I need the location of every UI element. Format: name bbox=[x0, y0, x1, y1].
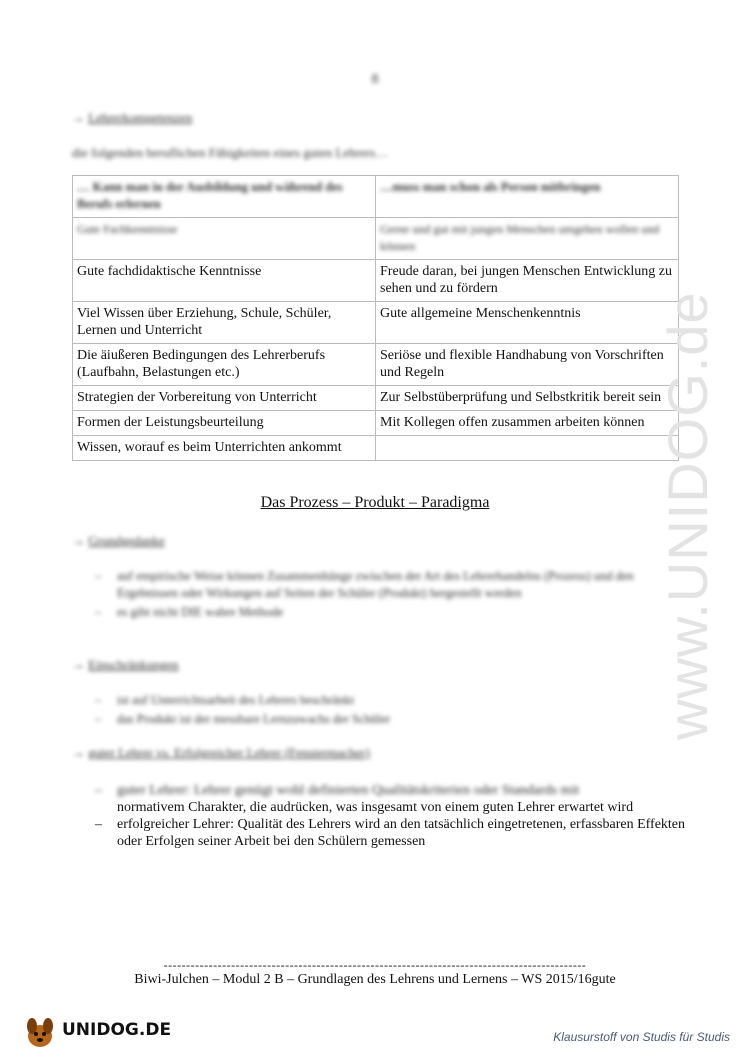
table-cell: Gute Fachkenntnisse bbox=[73, 218, 376, 260]
heading-text: Einschränkungen bbox=[88, 657, 179, 672]
table-cell: Mit Kollegen offen zusammen arbeiten können bbox=[376, 411, 679, 436]
table-header-row bbox=[73, 176, 679, 218]
list-item-text: erfolgreicher Lehrer: Qualität des Lehrers wird an den tatsächlich eingetretenen, erfassbaren Effekten oder Erfolgen seiner Arbeit bei den Schülern gemessen bbox=[117, 817, 686, 849]
list-item-text: es gibt nicht DIE wahre Methode bbox=[117, 605, 284, 619]
table-row bbox=[73, 436, 679, 461]
footer-text: Biwi-Julchen – Modul 2 B – Grundlagen des Lehrens und Lernens – WS 2015/16gute bbox=[134, 972, 616, 987]
table-header-cell: …muss man schon als Person mitbringen bbox=[376, 176, 679, 218]
table-cell bbox=[376, 436, 679, 461]
heading-einschraenkungen: → Einschränkungen bbox=[72, 657, 179, 672]
bullet-list-einschraenkungen bbox=[95, 692, 685, 730]
dash-bullet: – bbox=[95, 605, 102, 619]
table-header-cell: … Kann man in der Ausbildung und während des Berufs erlernen bbox=[73, 176, 376, 218]
heading-grundgedanke: → Grundgedanke bbox=[72, 533, 165, 548]
table-cell: Gute fachdidaktische Kenntnisse bbox=[73, 260, 376, 302]
table-row bbox=[73, 260, 679, 302]
competency-table bbox=[72, 175, 679, 461]
dash-bullet: – bbox=[95, 569, 102, 583]
table-cell: Formen der Leistungsbeurteilung bbox=[73, 411, 376, 436]
table-row bbox=[73, 218, 679, 260]
table-cell: Freude daran, bei jungen Menschen Entwicklung zu sehen und zu fördern bbox=[376, 260, 679, 302]
list-item-text-blurred: guter Lehrer: Lehrer genügt wohl definierten Qualitätskriterien oder Standards mit bbox=[117, 783, 580, 798]
watermark: www.UNIDOG.de bbox=[656, 291, 719, 740]
dog-icon bbox=[20, 1012, 60, 1052]
list-item bbox=[95, 568, 685, 602]
heading-text: Grundgedanke bbox=[88, 533, 165, 548]
list-item-text: normativem Charakter, die audrücken, was insgesamt von einem guten Lehrer erwartet wird bbox=[117, 800, 634, 815]
table-cell: Strategien der Vorbereitung von Unterricht bbox=[73, 386, 376, 411]
table-row bbox=[73, 302, 679, 344]
list-item bbox=[95, 604, 685, 621]
page-number: 8 bbox=[371, 72, 379, 87]
list-item bbox=[95, 692, 685, 709]
table-cell: Wissen, worauf es beim Unterrichten ankommt bbox=[73, 436, 376, 461]
heading-text: Lehrerkompetenzen bbox=[88, 110, 193, 125]
table-row bbox=[73, 386, 679, 411]
table-cell: Seriöse und flexible Handhabung von Vorschriften und Regeln bbox=[376, 344, 679, 386]
footer-rule: ---------------------------------------------------------------------------------------------- bbox=[163, 958, 587, 972]
heading-lehrerkompetenzen: → Lehrerkompetenzen bbox=[72, 110, 193, 125]
unidog-logo bbox=[20, 1012, 172, 1052]
table-row bbox=[73, 344, 679, 386]
section-title: Das Prozess – Produkt – Paradigma bbox=[260, 494, 490, 511]
dash-bullet: – bbox=[95, 712, 102, 726]
list-item-text: das Produkt ist der messbare Lernzuwachs der Schüler bbox=[117, 712, 391, 726]
table-cell: Zur Selbstüberprüfung und Selbstkritik bereit sein bbox=[376, 386, 679, 411]
logo-text: UNIDOG.DE bbox=[62, 1020, 172, 1040]
table-row bbox=[73, 411, 679, 436]
list-item bbox=[95, 711, 685, 728]
bullet-list-grundgedanke bbox=[95, 568, 685, 623]
heading-text: guter Lehrer vs. Erfolgreicher Lehrer (Fenstermacher) bbox=[88, 745, 370, 760]
list-item-text: ist auf Unterrichtsarbeit des Lehrers beschränkt bbox=[117, 693, 355, 707]
table-cell: Gute allgemeine Menschenkenntnis bbox=[376, 302, 679, 344]
dash-bullet: – bbox=[95, 817, 102, 832]
list-item bbox=[95, 816, 695, 850]
bullet-list-lehrer bbox=[95, 782, 695, 850]
table-cell: Die äiußeren Bedingungen des Lehrerberufs (Laufbahn, Belastungen etc.) bbox=[73, 344, 376, 386]
dash-bullet: – bbox=[95, 783, 102, 798]
tagline: Klausurstoff von Studis für Studis bbox=[553, 1030, 730, 1044]
table-cell: Gerne und gut mit jungen Menschen umgehen wollen und können bbox=[376, 218, 679, 260]
table-cell: Viel Wissen über Erziehung, Schule, Schüler, Lernen und Unterricht bbox=[73, 302, 376, 344]
heading-guter-lehrer: → guter Lehrer vs. Erfolgreicher Lehrer (Fenstermacher) bbox=[72, 745, 370, 760]
list-item bbox=[95, 782, 695, 816]
intro-text: die folgenden beruflichen Fähigkeiten eines guten Lehrers… bbox=[72, 145, 389, 160]
dash-bullet: – bbox=[95, 693, 102, 707]
list-item-text: auf empirische Weise können Zusammenhänge zwischen der Art des Lehrerhandelns (Prozess) und den Ergebnissen oder Wirkungen auf Seiten der Schüler (Produkt) hergestellt werden bbox=[117, 569, 634, 600]
